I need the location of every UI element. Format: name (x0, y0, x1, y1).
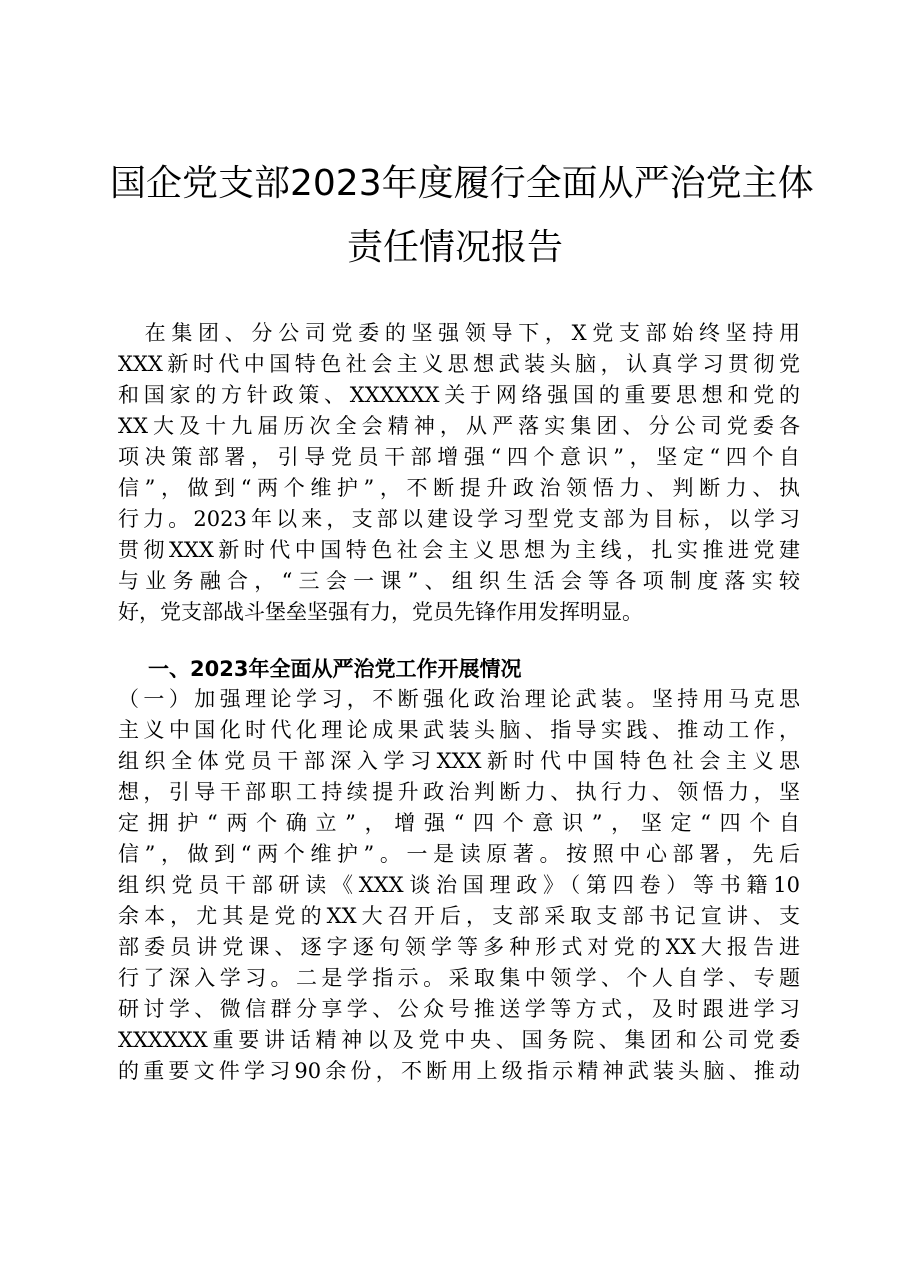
paragraph-line: 好，党支部战斗堡垒坚强有力，党员先锋作用发挥明显。 (118, 600, 643, 624)
paragraph-line: 想，引导干部职工持续提升政治判断力、执行力、领悟力，坚 (118, 780, 800, 804)
paragraph-line: 在集团、分公司党委的坚强领导下，X党支部始终坚持用 (118, 321, 800, 345)
paragraph-line: XXX新时代中国特色社会主义思想武装头脑，认真学习贯彻党 (118, 352, 800, 376)
paragraph-line: 信”，做到“两个维护”。一是读原著。按照中心部署，先后 (118, 842, 800, 866)
paragraph-line: 和国家的方针政策、XXXXXX关于网络强国的重要思想和党的 (118, 383, 800, 407)
paragraph-line: 主义中国化时代化理论成果武装头脑、指导实践、推动工作， (118, 718, 800, 742)
document-title-line-1: 国企党支部2023年度履行全面从严治党主体 (110, 163, 814, 204)
section-heading: 一、2023年全面从严治党工作开展情况 (148, 657, 522, 681)
paragraph-line: 的重要文件学习90余份，不断用上级指示精神武装头脑、推动 (118, 1059, 800, 1083)
intro-paragraph (118, 318, 800, 628)
paragraph-line: 项决策部署，引导党员干部增强“四个意识”，坚定“四个自 (118, 445, 800, 469)
paragraph-line: 与业务融合，“三会一课”、组织生活会等各项制度落实较 (118, 569, 800, 593)
paragraph-line: 信”，做到“两个维护”，不断提升政治领悟力、判断力、执 (118, 476, 800, 500)
paragraph-line: XX大及十九届历次全会精神，从严落实集团、分公司党委各 (118, 414, 800, 438)
section-paragraph (118, 684, 800, 1087)
paragraph-line: （一）加强理论学习，不断强化政治理论武装。坚持用马克思 (118, 687, 800, 711)
paragraph-line: XXXXXX重要讲话精神以及党中央、国务院、集团和公司党委 (118, 1028, 800, 1052)
paragraph-line: 定拥护“两个确立”，增强“四个意识”，坚定“四个自 (118, 811, 800, 835)
paragraph-line: 行了深入学习。二是学指示。采取集中领学、个人自学、专题 (118, 966, 800, 990)
paragraph-line: 余本，尤其是党的XX大召开后，支部采取支部书记宣讲、支 (118, 904, 800, 928)
paragraph-line: 行力。2023年以来，支部以建设学习型党支部为目标，以学习 (118, 507, 800, 531)
paragraph-line: 贯彻XXX新时代中国特色社会主义思想为主线，扎实推进党建 (118, 538, 800, 562)
document-title-line-2: 责任情况报告 (346, 227, 563, 268)
paragraph-line: 部委员讲党课、逐字逐句领学等多种形式对党的XX大报告进 (118, 935, 800, 959)
paragraph-line: 组织党员干部研读《XXX谈治国理政》（第四卷）等书籍10 (118, 873, 800, 897)
paragraph-line: 组织全体党员干部深入学习XXX新时代中国特色社会主义思 (118, 749, 800, 773)
paragraph-line: 研讨学、微信群分享学、公众号推送学等方式，及时跟进学习 (118, 997, 800, 1021)
